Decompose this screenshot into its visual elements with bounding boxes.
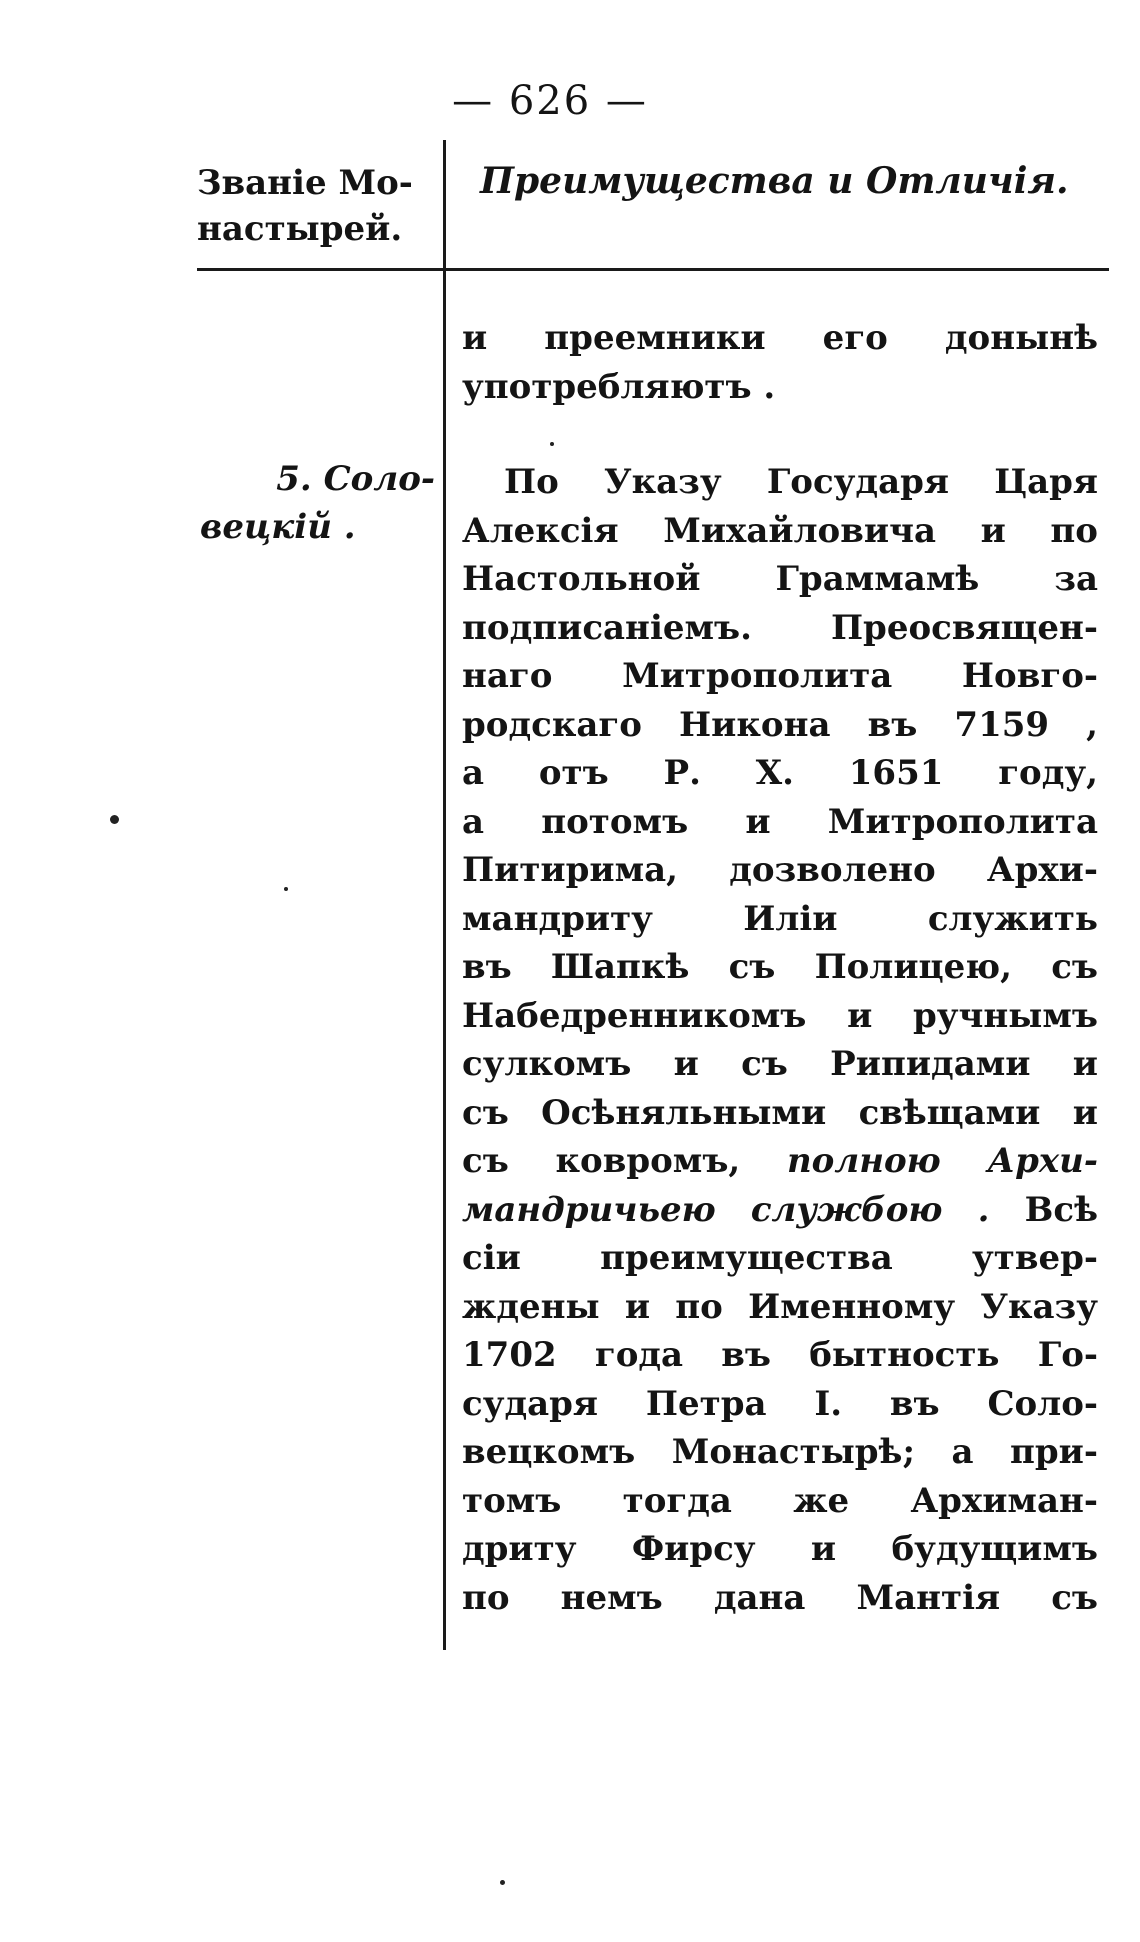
ink-speck bbox=[550, 442, 554, 446]
text-fragment: Всѣ bbox=[1024, 1189, 1098, 1230]
text-line: сулкомъ и съ Рипидами и bbox=[462, 1044, 1098, 1084]
ink-speck bbox=[500, 1880, 505, 1885]
monastery-label-line: вецкій . bbox=[200, 507, 356, 547]
text-line: а потомъ и Митрополита bbox=[462, 801, 1098, 842]
text-line: въ Шапкѣ съ Полицею, съ bbox=[462, 947, 1098, 987]
text-fragment: съ ковромъ, bbox=[462, 1141, 741, 1181]
text-line: вецкомъ Монастырѣ; а при- bbox=[462, 1432, 1098, 1472]
text-line: подписаніемъ. Преосвящен- bbox=[462, 607, 1098, 648]
text-line: Питирима, дозволено Архи- bbox=[462, 850, 1098, 890]
text-line: По Указу Государя Царя bbox=[504, 462, 1098, 502]
italic-fragment: полною Архи- bbox=[786, 1141, 1098, 1181]
monastery-label-line: 5. Соло- bbox=[276, 459, 435, 499]
text-line: а отъ Р. Х. 1651 году, bbox=[462, 753, 1098, 793]
text-line bbox=[462, 1137, 1098, 1186]
text-line: ждены и по Именному Указу bbox=[462, 1286, 1098, 1327]
ink-speck bbox=[284, 887, 288, 891]
text-line: Набедренникомъ и ручнымъ bbox=[462, 995, 1098, 1036]
text-line: Алексія Михайловича и по bbox=[462, 510, 1098, 551]
page-number: — 626 — bbox=[452, 78, 648, 124]
privileges-text bbox=[462, 458, 1098, 1622]
text-line bbox=[462, 1186, 1098, 1235]
text-line: съ Осѣняльными свѣщами и bbox=[462, 1092, 1098, 1133]
text-line: Настольной Граммамѣ за bbox=[462, 559, 1098, 599]
column-divider bbox=[443, 140, 446, 1650]
text-line: по немъ дана Мантія съ bbox=[462, 1577, 1098, 1618]
text-line: 1702 года въ бытность Го- bbox=[462, 1335, 1098, 1375]
column-header-privileges: Преимущества и Отличія. bbox=[480, 160, 1069, 202]
monastery-label bbox=[200, 455, 435, 551]
continuation-text bbox=[462, 314, 1098, 411]
text-line: наго Митрополита Новго- bbox=[462, 656, 1098, 696]
text-line: дриту Фирсу и будущимъ bbox=[462, 1529, 1098, 1569]
column-header-line: настырей. bbox=[197, 209, 403, 249]
text-line: употребляютъ . bbox=[462, 366, 776, 407]
text-line: мандриту Иліи служить bbox=[462, 898, 1098, 939]
italic-fragment: мандричьею службою . bbox=[462, 1189, 990, 1230]
text-line: сіи преимущества утвер- bbox=[462, 1238, 1098, 1278]
text-line: и преемники его донынѣ bbox=[462, 318, 1098, 358]
text-line: сударя Петра I. въ Соло- bbox=[462, 1383, 1098, 1424]
header-rule bbox=[197, 268, 1109, 271]
text-line: томъ тогда же Архиман- bbox=[462, 1480, 1098, 1521]
column-header-line: Званіе Мо- bbox=[197, 163, 413, 203]
text-line: родскаго Никона въ 7159 , bbox=[462, 704, 1098, 745]
ink-speck bbox=[110, 815, 119, 824]
column-header-monastery-rank bbox=[197, 160, 437, 252]
